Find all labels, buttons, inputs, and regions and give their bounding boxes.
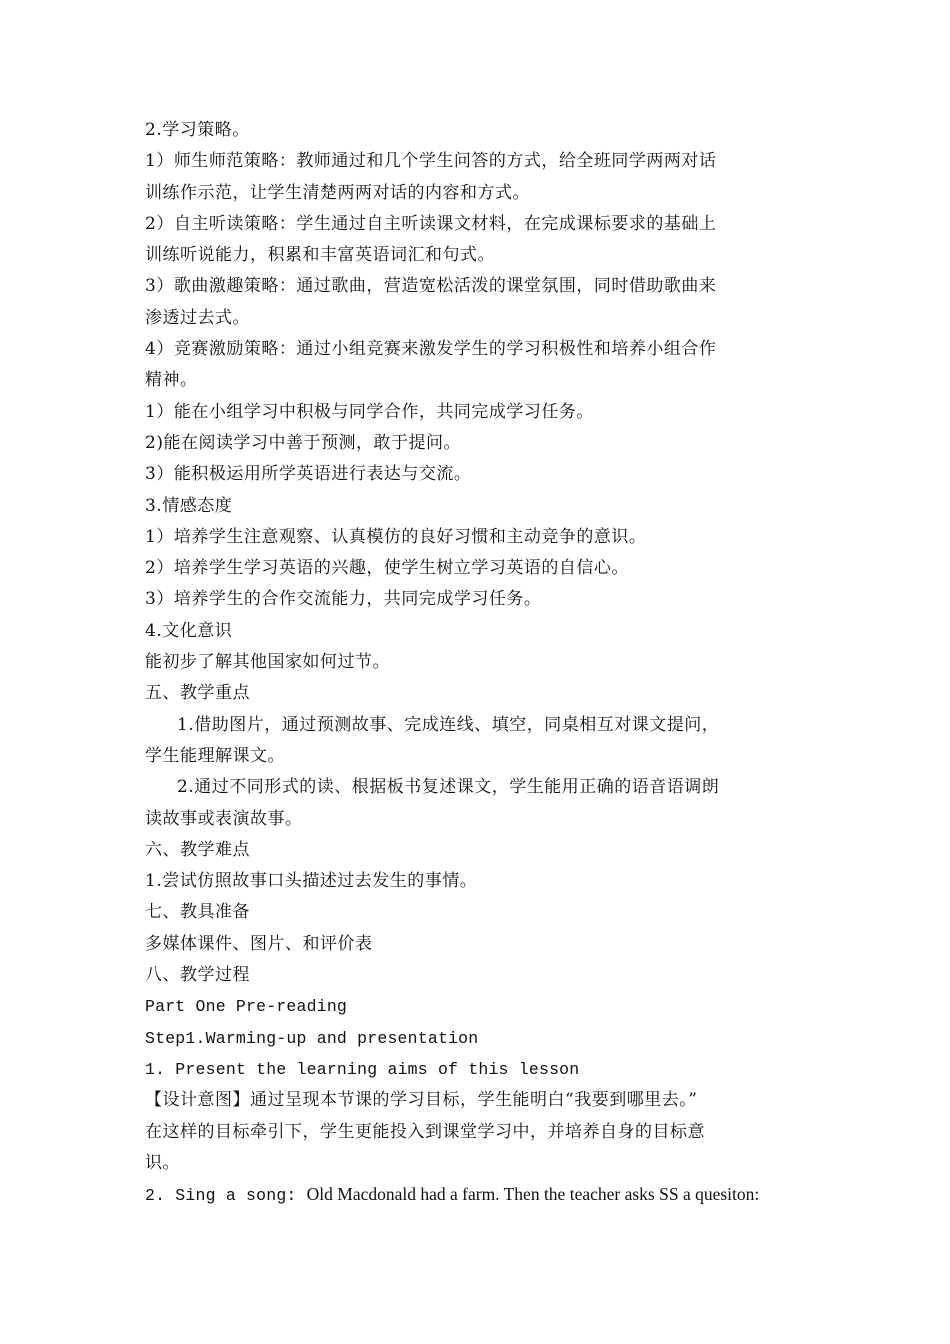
text-line: 1）培养学生注意观察、认真模仿的良好习惯和主动竞争的意识。 — [145, 526, 647, 547]
section-heading: 五、教学重点 — [145, 683, 250, 704]
section-heading: 4.文化意识 — [145, 620, 233, 641]
text-line: 【设计意图】通过呈现本节课的学习目标，学生能明白“我要到哪里去。” — [145, 1090, 698, 1111]
text-line: 在这样的目标牵引下，学生更能投入到课堂学习中，并培养自身的目标意 — [145, 1121, 705, 1142]
text-line: 精神。 — [145, 370, 198, 391]
text-line: 3）能积极运用所学英语进行表达与交流。 — [145, 464, 472, 485]
text-line: 1.尝试仿照故事口头描述过去发生的事情。 — [145, 871, 478, 892]
section-heading: 3.情感态度 — [145, 495, 233, 516]
text-line: 4）竞赛激励策略：通过小组竞赛来激发学生的学习积极性和培养小组合作 — [145, 339, 717, 360]
text-line: 2)能在阅读学习中善于预测，敢于提问。 — [145, 432, 461, 453]
document-body — [145, 115, 825, 1210]
step-heading: Step1.Warming-up and presentation — [145, 1028, 479, 1048]
part-heading: Part One Pre-reading — [145, 997, 348, 1017]
text-line: 2）培养学生学习英语的兴趣，使学生树立学习英语的自信心。 — [145, 558, 629, 579]
text-line: 1. Present the learning aims of this lesson — [145, 1059, 580, 1079]
text-line: 渗透过去式。 — [145, 307, 250, 328]
text-line: 2.学习策略。 — [145, 120, 250, 140]
section-heading: 八、教学过程 — [145, 965, 250, 986]
text-line: 1）师生师范策略：教师通过和几个学生问答的方式，给全班同学两两对话 — [145, 151, 717, 172]
text-line: 3）歌曲激趣策略：通过歌曲，营造宽松活泼的课堂氛围，同时借助歌曲来 — [145, 276, 717, 297]
section-heading: 六、教学难点 — [145, 839, 250, 860]
text-line: 读故事或表演故事。 — [145, 808, 303, 829]
text-line-mixed — [145, 1179, 825, 1210]
text-line: 3）培养学生的合作交流能力，共同完成学习任务。 — [145, 589, 542, 610]
section-heading: 七、教具准备 — [145, 902, 250, 923]
text-line: 2.通过不同形式的读、根据板书复述课文，学生能用正确的语音语调朗 — [177, 777, 720, 798]
line-prefix: 2. Sing a song: — [145, 1186, 307, 1206]
text-line: 1.借助图片，通过预测故事、完成连线、填空，同桌相互对课文提问， — [177, 714, 720, 735]
text-line: 能初步了解其他国家如何过节。 — [145, 652, 390, 673]
text-line: 识。 — [145, 1152, 180, 1173]
text-line: 2）自主听读策略：学生通过自主听读课文材料，在完成课标要求的基础上 — [145, 213, 717, 234]
line-text: Old Macdonald had a farm. Then the teacher asks SS a quesiton: — [306, 1184, 760, 1205]
text-line: 多媒体课件、图片、和评价表 — [145, 933, 373, 954]
text-line: 学生能理解课文。 — [145, 745, 285, 766]
text-line: 1）能在小组学习中积极与同学合作，共同完成学习任务。 — [145, 401, 594, 422]
text-line: 训练作示范，让学生清楚两两对话的内容和方式。 — [145, 182, 530, 203]
text-line: 训练听说能力，积累和丰富英语词汇和句式。 — [145, 245, 495, 266]
